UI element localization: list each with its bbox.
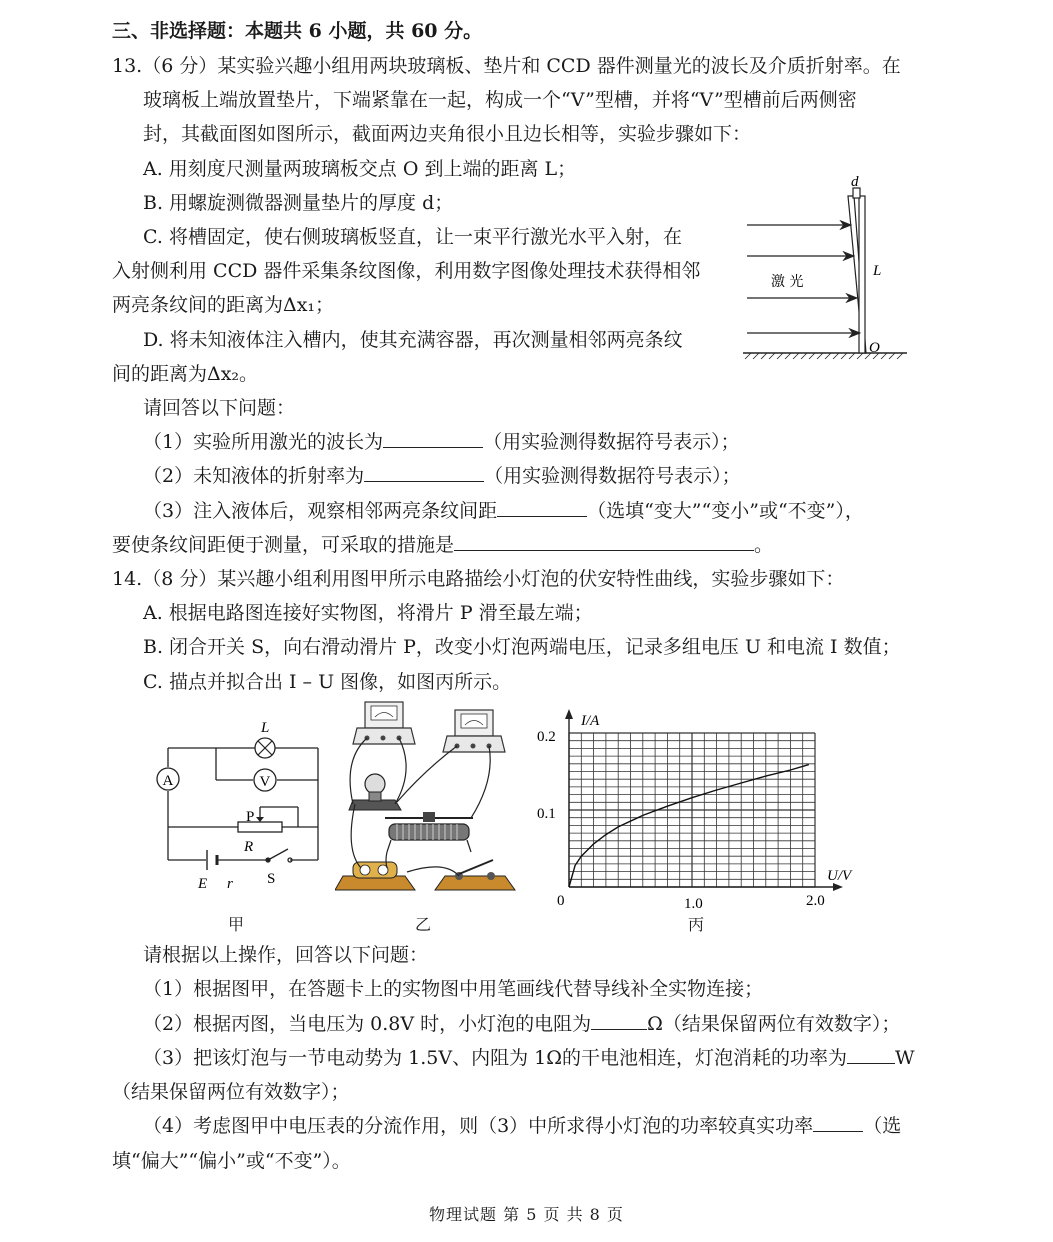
- q14-sub2: [143, 1011, 900, 1037]
- q13-sub3-blank[interactable]: [497, 498, 587, 517]
- q13-line3: 封，其截面图如图所示，截面两边夹角很小且边长相等，实验步骤如下：: [143, 123, 752, 145]
- q13-figure: [735, 170, 915, 365]
- q14-sub2-text: （2）根据丙图，当电压为 0.8V 时，小灯泡的电阻为: [143, 1013, 592, 1035]
- q14-sub4-note: （选: [863, 1115, 902, 1137]
- q14-sub4: [143, 1113, 901, 1139]
- label-d: d: [851, 174, 859, 190]
- q13-sub3b-blank[interactable]: [454, 532, 754, 551]
- label-resistance-r: r: [227, 876, 233, 892]
- q13-sub2-text: （2）未知液体的折射率为: [143, 465, 365, 487]
- q13-sub2: [143, 463, 741, 489]
- q13-step-d1: D. 将未知液体注入槽内，使其充满容器，再次测量相邻两亮条纹: [143, 329, 683, 351]
- page-footer: 物理试题 第 5 页 共 8 页: [429, 1205, 624, 1224]
- q14-sub3-text: （3）把该灯泡与一节电动势为 1.5V、内阻为 1Ω的干电池相连，灯泡消耗的功率为: [143, 1047, 847, 1069]
- label-O: O: [869, 340, 880, 356]
- y-axis-arrow: [565, 709, 573, 719]
- q14-line1: 14.（8 分）某兴趣小组利用图甲所示电路描绘小灯泡的伏安特性曲线，实验步骤如下：: [112, 568, 845, 590]
- section-header: 三、非选择题：本题共 6 小题，共 60 分。: [112, 20, 483, 42]
- q13-sub3b-end: 。: [754, 534, 774, 556]
- q14-sub1: （1）根据图甲，在答题卡上的实物图中用笔画线代替导线补全实物连接；: [143, 978, 764, 1000]
- caption-bing: 丙: [688, 915, 705, 934]
- q14-sub2-blank[interactable]: [591, 1011, 647, 1030]
- battery-device: [335, 862, 415, 890]
- caption-yi: 乙: [415, 915, 432, 934]
- q13-step-c3: 两亮条纹间的距离为Δx₁；: [112, 294, 335, 316]
- label-L: L: [873, 263, 882, 279]
- q13-line2: 玻璃板上端放置垫片，下端紧靠在一起，构成一个“V”型槽，并将“V”型槽前后两侧密: [143, 89, 857, 111]
- physical-setup-yi: [335, 700, 520, 895]
- q13-sub3b-text: 要使条纹间距便于测量，可采取的措施是: [112, 534, 455, 556]
- q14-sub4-text: （4）考虑图甲中电压表的分流作用，则（3）中所求得小灯泡的功率较真实功率: [143, 1115, 814, 1137]
- iu-graph-bing: [525, 705, 870, 910]
- q13-sub1-note: （用实验测得数据符号表示）；: [483, 431, 740, 453]
- x-axis-label: U/V: [827, 868, 852, 884]
- ammeter-label: A: [162, 773, 174, 789]
- graph-grid: [569, 733, 815, 887]
- q13-sub2-note: （用实验测得数据符号表示）；: [484, 465, 741, 487]
- voltmeter-device: [353, 702, 415, 744]
- x-tick-2.0: 2.0: [806, 893, 825, 909]
- q14-step-b: B. 闭合开关 S，向右滑动滑片 P，改变小灯泡两端电压，记录多组电压 U 和电流 I 数值；: [143, 636, 901, 658]
- voltmeter-label: V: [259, 774, 271, 790]
- switch-device: [435, 860, 515, 890]
- x-tick-0: 0: [557, 893, 565, 909]
- q14-step-c: C. 描点并拟合出 I – U 图像，如图丙所示。: [143, 671, 512, 693]
- y-tick-0.2: 0.2: [537, 729, 556, 745]
- label-slider-P: P: [246, 809, 255, 825]
- q13-step-c1: C. 将槽固定，使右侧玻璃板竖直，让一束平行激光水平入射，在: [143, 226, 682, 248]
- q14-prompt: 请根据以上操作，回答以下问题：: [143, 944, 429, 966]
- q14-sub3-unit: W: [894, 1047, 915, 1069]
- label-laser: 激 光: [771, 274, 804, 290]
- q13-sub3-text: （3）注入液体后，观察相邻两亮条纹间距: [143, 500, 498, 522]
- x-axis-arrow: [833, 883, 843, 891]
- label-switch-S: S: [267, 871, 276, 887]
- q14-step-a: A. 根据电路图连接好实物图，将滑片 P 滑至最左端；: [143, 602, 593, 624]
- q13-sub2-blank[interactable]: [364, 463, 484, 482]
- q13-prompt: 请回答以下问题：: [143, 397, 296, 419]
- ammeter-device: [443, 710, 505, 752]
- y-tick-0.1: 0.1: [537, 806, 556, 822]
- label-emf-E: E: [198, 876, 208, 892]
- circuit-diagram-jia: [150, 715, 330, 895]
- right-glass-plate: [859, 196, 865, 353]
- rheostat-device: [385, 812, 473, 852]
- q13-sub1-blank[interactable]: [383, 429, 483, 448]
- label-rheostat-R: R: [244, 839, 254, 855]
- slider-p-arrow: [256, 817, 264, 822]
- q13-sub3: [143, 498, 864, 524]
- x-tick-1.0: 1.0: [684, 896, 703, 910]
- lamp-device: [349, 774, 401, 810]
- q13-step-c2: 入射侧利用 CCD 器件采集条纹图像，利用数字图像处理技术获得相邻: [112, 260, 701, 282]
- q14-sub3b: （结果保留两位有效数字）；: [112, 1081, 350, 1103]
- caption-jia: 甲: [228, 915, 245, 934]
- q13-line1: 13.（6 分）某实验兴趣小组用两块玻璃板、垫片和 CCD 器件测量光的波长及介质折射率。在: [112, 55, 901, 77]
- q14-sub3-blank[interactable]: [847, 1045, 895, 1064]
- q14-sub4-blank[interactable]: [813, 1113, 863, 1132]
- q13-sub1-text: （1）实验所用激光的波长为: [143, 431, 384, 453]
- q13-sub3b: [112, 532, 773, 558]
- q13-step-d2: 间的距离为Δx₂。: [112, 363, 259, 385]
- q13-step-a: A. 用刻度尺测量两玻璃板交点 O 到上端的距离 L；: [143, 158, 577, 180]
- q13-step-b: B. 用螺旋测微器测量垫片的厚度 d；: [143, 192, 454, 214]
- q14-sub4b: 填“偏大”“偏小”或“不变”）。: [112, 1150, 351, 1172]
- q14-sub3: [143, 1045, 914, 1071]
- y-axis-label: I/A: [581, 713, 600, 729]
- q13-sub1: [143, 429, 740, 455]
- q14-sub2-note: Ω（结果保留两位有效数字）；: [647, 1013, 901, 1035]
- label-lamp-L: L: [261, 720, 270, 736]
- q13-sub3-note: （选填“变大”“变小”或“不变”），: [587, 500, 864, 522]
